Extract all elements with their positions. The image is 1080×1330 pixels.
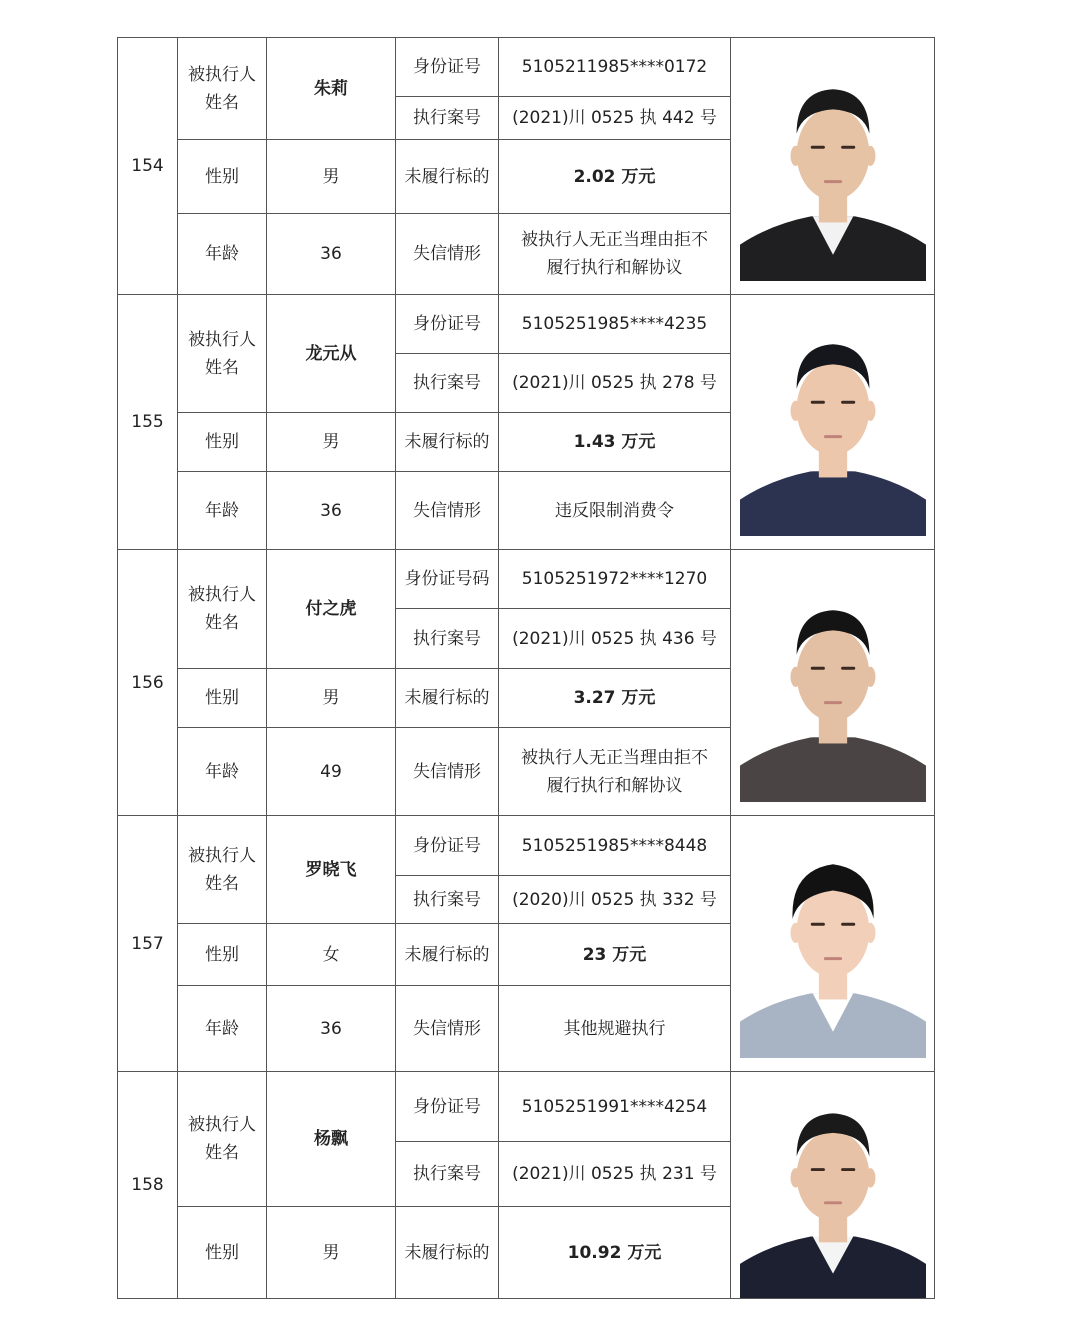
case-label: 执行案号 — [395, 353, 498, 412]
debtor-name: 杨飘 — [266, 1071, 395, 1206]
situation-label: 失信情形 — [395, 985, 498, 1071]
amount-label: 未履行标的 — [395, 139, 498, 213]
case-number: (2020)川 0525 执 332 号 — [498, 875, 730, 923]
debtor-photo-cell — [730, 549, 935, 815]
name-label: 被执行人 姓名 — [177, 549, 266, 668]
gender-value: 女 — [266, 923, 395, 985]
debtor-name: 龙元从 — [266, 294, 395, 412]
amount-label: 未履行标的 — [395, 668, 498, 727]
age-label: 年龄 — [177, 471, 266, 549]
id-number: 5105251985****4235 — [498, 294, 730, 353]
unpaid-amount: 3.27 万元 — [498, 668, 730, 727]
unpaid-amount: 2.02 万元 — [498, 139, 730, 213]
id-label: 身份证号 — [395, 294, 498, 353]
unpaid-amount: 23 万元 — [498, 923, 730, 985]
case-label: 执行案号 — [395, 96, 498, 139]
record-number: 155 — [117, 294, 177, 549]
age-value: 36 — [266, 213, 395, 294]
gender-value: 男 — [266, 412, 395, 471]
case-label: 执行案号 — [395, 608, 498, 668]
debtor-photo — [740, 840, 926, 1058]
age-value: 49 — [266, 727, 395, 815]
amount-label: 未履行标的 — [395, 1206, 498, 1298]
name-label: 被执行人 姓名 — [177, 294, 266, 412]
dishonesty-situation: 其他规避执行 — [498, 985, 730, 1071]
id-label: 身份证号码 — [395, 549, 498, 608]
dishonest-debtors-table — [117, 37, 935, 1298]
debtor-photo — [740, 318, 926, 536]
id-label: 身份证号 — [395, 1071, 498, 1141]
amount-label: 未履行标的 — [395, 412, 498, 471]
gender-value: 男 — [266, 1206, 395, 1298]
record-number: 156 — [117, 549, 177, 815]
id-number: 5105251985****8448 — [498, 815, 730, 875]
unpaid-amount: 1.43 万元 — [498, 412, 730, 471]
id-number: 5105211985****0172 — [498, 37, 730, 96]
situation-label: 失信情形 — [395, 213, 498, 294]
gender-label: 性别 — [177, 668, 266, 727]
age-label: 年龄 — [177, 985, 266, 1071]
record-number: 157 — [117, 815, 177, 1071]
debtor-photo-cell — [730, 37, 935, 294]
age-label: 年龄 — [177, 213, 266, 294]
name-label: 被执行人 姓名 — [177, 1071, 266, 1206]
dishonesty-situation: 被执行人无正当理由拒不履行执行和解协议 — [498, 213, 730, 294]
table-border-bottom — [117, 1298, 935, 1299]
record-number: 154 — [117, 37, 177, 294]
debtor-photo — [740, 63, 926, 281]
situation-label: 失信情形 — [395, 727, 498, 815]
record-number: 158 — [117, 1071, 177, 1298]
case-label: 执行案号 — [395, 875, 498, 923]
debtor-photo-cell — [730, 1071, 935, 1298]
amount-label: 未履行标的 — [395, 923, 498, 985]
debtor-photo-cell — [730, 294, 935, 549]
gender-value: 男 — [266, 139, 395, 213]
gender-label: 性别 — [177, 139, 266, 213]
age-value: 36 — [266, 985, 395, 1071]
id-number: 5105251972****1270 — [498, 549, 730, 608]
id-label: 身份证号 — [395, 37, 498, 96]
debtor-photo-cell — [730, 815, 935, 1071]
debtor-photo — [740, 584, 926, 802]
unpaid-amount: 10.92 万元 — [498, 1206, 730, 1298]
debtor-name: 罗晓飞 — [266, 815, 395, 923]
age-label: 年龄 — [177, 727, 266, 815]
gender-label: 性别 — [177, 412, 266, 471]
table-border-right — [934, 37, 935, 1298]
id-label: 身份证号 — [395, 815, 498, 875]
situation-label: 失信情形 — [395, 471, 498, 549]
debtor-name: 朱莉 — [266, 37, 395, 139]
age-value: 36 — [266, 471, 395, 549]
dishonesty-situation: 违反限制消费令 — [498, 471, 730, 549]
name-label: 被执行人 姓名 — [177, 37, 266, 139]
gender-label: 性别 — [177, 1206, 266, 1298]
case-number: (2021)川 0525 执 442 号 — [498, 96, 730, 139]
case-number: (2021)川 0525 执 436 号 — [498, 608, 730, 668]
dishonesty-situation: 被执行人无正当理由拒不履行执行和解协议 — [498, 727, 730, 815]
gender-label: 性别 — [177, 923, 266, 985]
id-number: 5105251991****4254 — [498, 1071, 730, 1141]
case-number: (2021)川 0525 执 231 号 — [498, 1141, 730, 1206]
case-number: (2021)川 0525 执 278 号 — [498, 353, 730, 412]
gender-value: 男 — [266, 668, 395, 727]
name-label: 被执行人 姓名 — [177, 815, 266, 923]
debtor-name: 付之虎 — [266, 549, 395, 668]
debtor-photo — [740, 1088, 926, 1299]
case-label: 执行案号 — [395, 1141, 498, 1206]
